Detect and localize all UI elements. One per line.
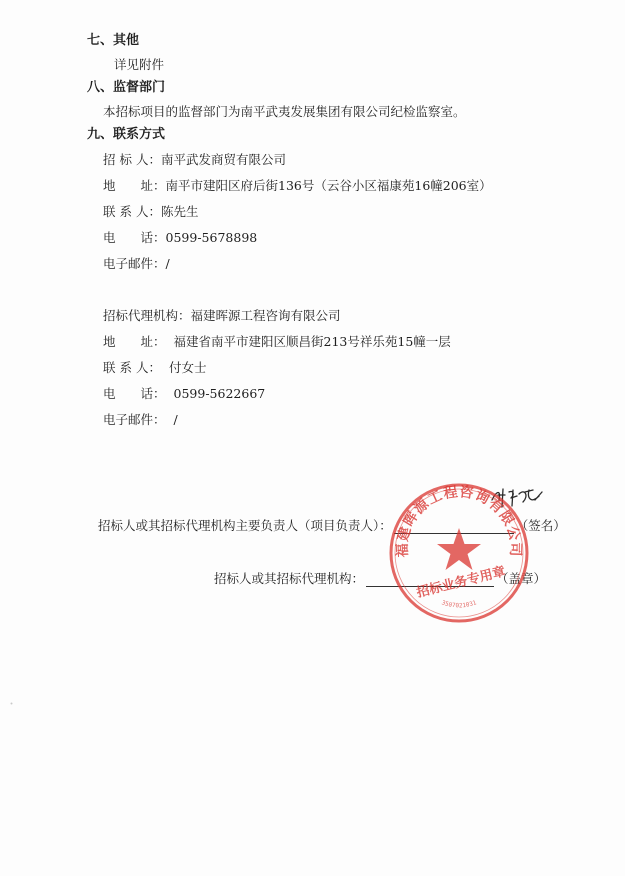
- tenderer-phone-label: 电 话：: [103, 230, 166, 245]
- tenderer-address-row: [103, 178, 492, 194]
- agency-email-label: 电子邮件：: [103, 412, 166, 427]
- tenderer-name-label: 招 标 人：: [103, 152, 161, 167]
- agency-contact-row: [103, 360, 206, 376]
- agency-phone-label: 电 话：: [103, 386, 166, 401]
- tenderer-contact-label: 联 系 人：: [103, 204, 161, 219]
- agency-contact-label: 联 系 人：: [103, 360, 161, 375]
- section-contact-heading: 九、联系方式: [87, 127, 166, 142]
- tenderer-email-row: [103, 256, 170, 272]
- tenderer-email-label: 电子邮件：: [103, 256, 166, 271]
- agency-address-label: 地 址：: [103, 334, 166, 349]
- agency-contact-value: 付女士: [168, 360, 207, 375]
- tenderer-address-label: 地 址：: [103, 178, 166, 193]
- section-supervision-heading: 八、监督部门: [87, 80, 166, 95]
- seal-number: 3507021031: [440, 599, 478, 610]
- agency-address-value: 福建省南平市建阳区顺昌街213号祥乐苑15幢一层: [173, 334, 451, 349]
- org-seal-suffix: （盖章）: [496, 571, 547, 586]
- agency-email-value: /: [173, 412, 178, 427]
- tenderer-email-value: /: [165, 256, 170, 271]
- tenderer-address-value: 南平市建阳区府后街136号（云谷小区福康苑16幢206室）: [165, 178, 492, 193]
- agency-address-row: [103, 334, 451, 350]
- seal-star-icon: [437, 528, 481, 570]
- agency-phone-row: [103, 386, 265, 402]
- tenderer-name-row: [103, 152, 286, 168]
- section-supervision-body: 本招标项目的监督部门为南平武夷发展集团有限公司纪检监察室。: [103, 104, 466, 119]
- tenderer-phone-row: [103, 230, 257, 246]
- agency-name-row: [103, 308, 341, 324]
- agency-name-value: 福建晖源工程咨询有限公司: [190, 308, 341, 323]
- principal-signature-suffix: （签名）: [515, 518, 566, 533]
- agency-phone-value: 0599-5622667: [173, 386, 266, 401]
- org-seal-label: 招标人或其招标代理机构：: [214, 571, 365, 586]
- section-other-body: 详见附件: [114, 57, 165, 72]
- principal-signature-label: 招标人或其招标代理机构主要负责人（项目负责人）：: [98, 518, 392, 533]
- company-seal: [384, 478, 534, 628]
- seal-outer-text: 福建晖源工程咨询有限公司: [394, 484, 524, 558]
- agency-name-label: 招标代理机构：: [103, 308, 191, 323]
- tenderer-name-value: 南平武发商贸有限公司: [160, 152, 286, 167]
- seal-inner-text: 招标业务专用章: [415, 564, 508, 601]
- tenderer-phone-value: 0599-5678898: [165, 230, 258, 245]
- tenderer-contact-row: [103, 204, 198, 220]
- section-other-heading: 七、其他: [87, 33, 140, 48]
- scan-speck: [10, 702, 13, 705]
- tenderer-contact-value: 陈先生: [160, 204, 199, 219]
- agency-email-row: [103, 412, 178, 428]
